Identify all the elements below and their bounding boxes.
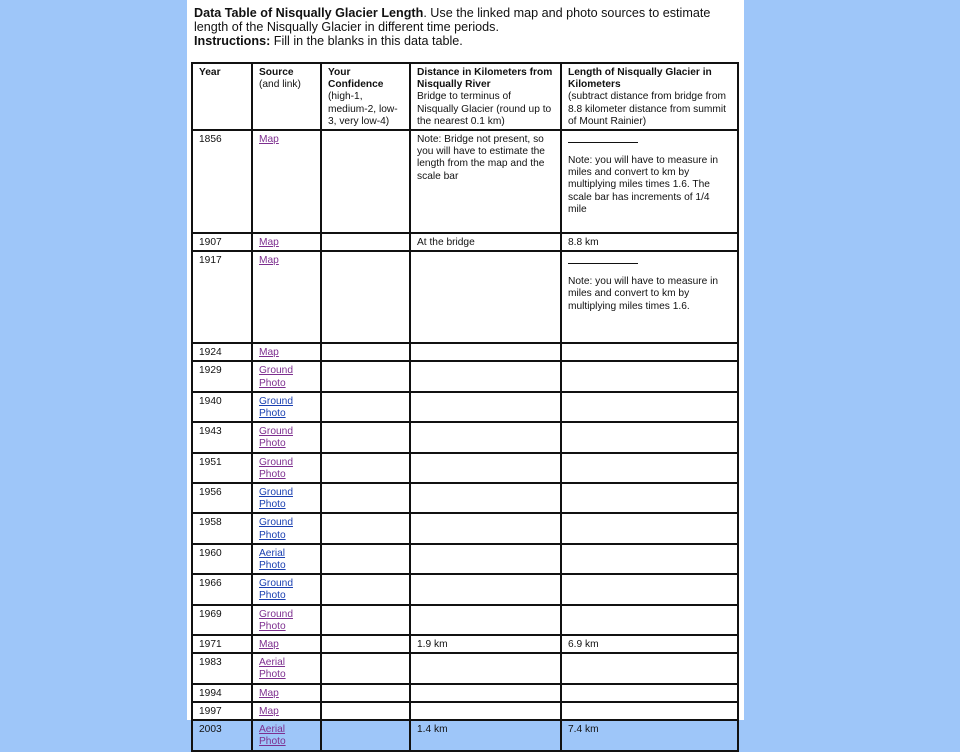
source-link[interactable]: Ground Photo: [259, 395, 293, 420]
confidence-cell[interactable]: [321, 422, 410, 452]
table-row: [192, 653, 738, 683]
document-heading: [194, 6, 744, 48]
source-link[interactable]: Map: [259, 705, 279, 717]
length-cell[interactable]: [561, 483, 738, 513]
table-row: [192, 130, 738, 233]
length-cell[interactable]: [561, 422, 738, 452]
source-link[interactable]: Map: [259, 255, 279, 267]
source-link[interactable]: Map: [259, 347, 279, 359]
year-cell: 1943: [192, 422, 252, 452]
confidence-cell[interactable]: [321, 635, 410, 653]
confidence-cell[interactable]: [321, 702, 410, 720]
length-cell[interactable]: [561, 574, 738, 604]
length-cell[interactable]: [561, 544, 738, 574]
header-source: Source (and link): [252, 63, 321, 130]
length-cell[interactable]: [561, 361, 738, 391]
source-cell: [252, 684, 321, 702]
source-cell: [252, 574, 321, 604]
source-link[interactable]: Map: [259, 134, 279, 146]
year-cell: 1997: [192, 702, 252, 720]
length-cell[interactable]: 7.4 km: [561, 720, 738, 750]
source-cell: [252, 392, 321, 422]
distance-cell[interactable]: [410, 574, 561, 604]
source-cell: [252, 635, 321, 653]
answer-blank-line[interactable]: [568, 134, 638, 143]
instructions-label: Instructions:: [194, 34, 271, 48]
table-row: [192, 251, 738, 343]
confidence-cell[interactable]: [321, 605, 410, 635]
source-cell: [252, 453, 321, 483]
confidence-cell[interactable]: [321, 361, 410, 391]
source-cell: [252, 605, 321, 635]
table-row: [192, 684, 738, 702]
year-cell: 2003: [192, 720, 252, 750]
confidence-cell[interactable]: [321, 483, 410, 513]
confidence-cell[interactable]: [321, 513, 410, 543]
distance-cell[interactable]: 1.9 km: [410, 635, 561, 653]
distance-cell[interactable]: [410, 702, 561, 720]
table-row: [192, 361, 738, 391]
table-row: [192, 702, 738, 720]
distance-cell[interactable]: [410, 653, 561, 683]
year-cell: 1924: [192, 343, 252, 361]
year-cell: 1907: [192, 233, 252, 251]
distance-cell[interactable]: [410, 392, 561, 422]
table-row: [192, 513, 738, 543]
source-link[interactable]: Ground Photo: [259, 426, 293, 450]
confidence-cell[interactable]: [321, 574, 410, 604]
source-link[interactable]: Aerial Photo: [259, 547, 286, 572]
confidence-cell[interactable]: [321, 453, 410, 483]
header-distance: Distance in Kilometers from Nisqually River Bridge to terminus of Nisqually Glacier (round up to the nearest 0.1 km): [410, 63, 561, 130]
header-length: Length of Nisqually Glacier in Kilometers (subtract distance from bridge from 8.8 kilometer distance from summit of Mount Rainier): [561, 63, 738, 130]
distance-cell[interactable]: [410, 361, 561, 391]
source-link[interactable]: Ground Photo: [259, 487, 293, 511]
distance-cell[interactable]: [410, 513, 561, 543]
source-link[interactable]: Map: [259, 639, 279, 651]
source-link[interactable]: Ground Photo: [259, 517, 293, 541]
source-cell: [252, 513, 321, 543]
year-cell: 1966: [192, 574, 252, 604]
length-cell[interactable]: [561, 513, 738, 543]
distance-cell[interactable]: At the bridge: [410, 233, 561, 251]
length-note: Note: you will have to measure in miles and convert to km by multiplying miles times 1.6. The scale bar has increments of 1/4 mile: [568, 155, 719, 215]
source-cell: [252, 653, 321, 683]
length-cell[interactable]: [561, 684, 738, 702]
distance-cell[interactable]: Note: Bridge not present, so you will have to estimate the length from the map and the scale bar: [410, 130, 561, 233]
length-cell[interactable]: [561, 343, 738, 361]
instructions-text: Fill in the blanks in this data table.: [270, 34, 463, 48]
source-link[interactable]: Ground Photo: [259, 456, 293, 480]
distance-cell[interactable]: [410, 251, 561, 343]
source-link[interactable]: Ground Photo: [259, 578, 293, 602]
distance-cell[interactable]: [410, 483, 561, 513]
distance-cell[interactable]: [410, 343, 561, 361]
source-cell: [252, 720, 321, 750]
confidence-cell[interactable]: [321, 544, 410, 574]
table-title: Data Table of Nisqually Glacier Length: [194, 6, 424, 20]
source-cell: [252, 343, 321, 361]
confidence-cell[interactable]: [321, 233, 410, 251]
table-row: [192, 635, 738, 653]
source-cell: [252, 361, 321, 391]
glacier-data-table: [191, 62, 739, 752]
length-note: Note: you will have to measure in miles and convert to km by multiplying miles times 1.6.: [568, 276, 719, 312]
distance-cell[interactable]: [410, 684, 561, 702]
table-row: [192, 605, 738, 635]
header-year: Year: [192, 63, 252, 130]
length-cell[interactable]: 6.9 km: [561, 635, 738, 653]
year-cell: 1994: [192, 684, 252, 702]
year-cell: 1960: [192, 544, 252, 574]
distance-cell[interactable]: 1.4 km: [410, 720, 561, 750]
year-cell: 1983: [192, 653, 252, 683]
table-row: [192, 392, 738, 422]
confidence-cell[interactable]: [321, 684, 410, 702]
distance-cell[interactable]: [410, 422, 561, 452]
year-cell: 1940: [192, 392, 252, 422]
year-cell: 1958: [192, 513, 252, 543]
source-link[interactable]: Aerial Photo: [259, 657, 286, 681]
table-row: [192, 422, 738, 452]
year-cell: 1969: [192, 605, 252, 635]
source-cell: [252, 422, 321, 452]
length-cell[interactable]: [561, 251, 738, 343]
distance-cell[interactable]: [410, 453, 561, 483]
source-cell: [252, 130, 321, 233]
confidence-cell[interactable]: [321, 251, 410, 343]
confidence-cell[interactable]: [321, 130, 410, 233]
document-page: [187, 0, 744, 748]
header-confidence: Your Confidence (high-1, medium-2, low-3, very low-4): [321, 63, 410, 130]
source-cell: [252, 544, 321, 574]
source-cell: [252, 702, 321, 720]
source-link[interactable]: Aerial Photo: [259, 724, 286, 748]
source-cell: [252, 483, 321, 513]
answer-blank-line[interactable]: [568, 255, 638, 264]
length-cell[interactable]: [561, 130, 738, 233]
confidence-cell[interactable]: [321, 343, 410, 361]
year-cell: 1929: [192, 361, 252, 391]
length-cell[interactable]: [561, 392, 738, 422]
confidence-cell[interactable]: [321, 720, 410, 750]
year-cell: 1951: [192, 453, 252, 483]
source-link[interactable]: Ground Photo: [259, 608, 293, 632]
table-header-row: [192, 63, 738, 130]
length-cell[interactable]: [561, 453, 738, 483]
table-row: [192, 574, 738, 604]
year-cell: 1971: [192, 635, 252, 653]
year-cell: 1956: [192, 483, 252, 513]
source-link[interactable]: Map: [259, 687, 279, 699]
table-row: [192, 720, 738, 750]
length-cell[interactable]: [561, 653, 738, 683]
year-cell: 1856: [192, 130, 252, 233]
distance-cell[interactable]: [410, 544, 561, 574]
table-row: [192, 233, 738, 251]
distance-cell[interactable]: [410, 605, 561, 635]
source-link[interactable]: Map: [259, 237, 279, 249]
confidence-cell[interactable]: [321, 392, 410, 422]
length-cell[interactable]: [561, 702, 738, 720]
table-row: [192, 483, 738, 513]
table-row: [192, 544, 738, 574]
length-cell[interactable]: 8.8 km: [561, 233, 738, 251]
confidence-cell[interactable]: [321, 653, 410, 683]
table-body: [192, 130, 738, 750]
source-cell: [252, 233, 321, 251]
table-row: [192, 453, 738, 483]
year-cell: 1917: [192, 251, 252, 343]
table-row: [192, 343, 738, 361]
length-cell[interactable]: [561, 605, 738, 635]
source-cell: [252, 251, 321, 343]
heading-intro: . Use the linked map and photo sources to estimate length of the Nisqually Glacier in different time periods.: [194, 6, 711, 34]
source-link[interactable]: Ground Photo: [259, 365, 293, 389]
